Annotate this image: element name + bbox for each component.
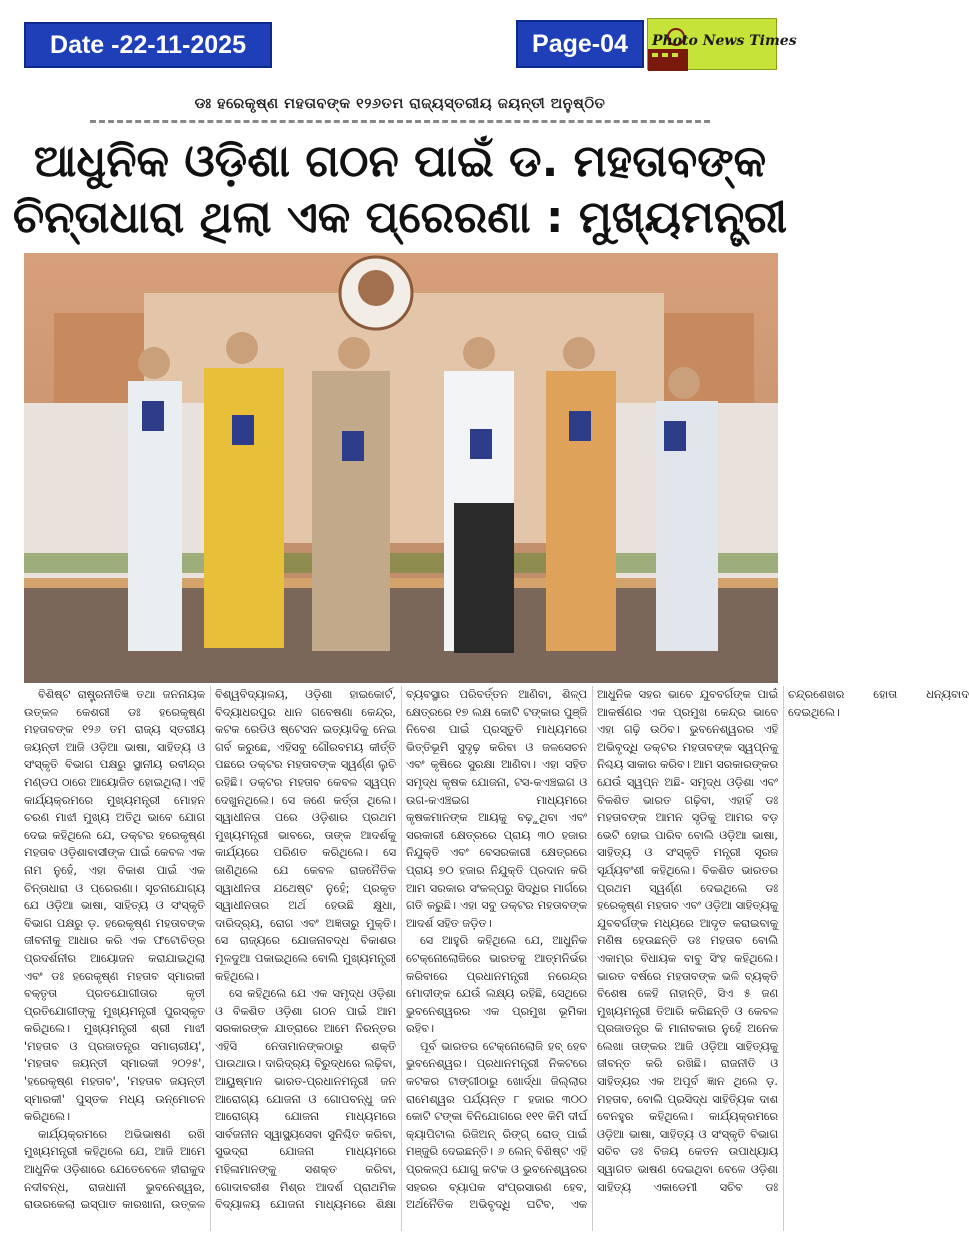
divider	[90, 120, 710, 123]
article-body	[24, 686, 969, 1231]
page-header	[0, 0, 800, 90]
article-paragraph: ସେ ଆହୁରି କହିଥିଲେ ଯେ, ଆଧୁନିକ ଟେକ୍ନୋଲୋଜିରେ ଭାରତକୁ ଆତ୍ମନିର୍ଭର କରିବାରେ ପ୍ରଧାନମନ୍ତ୍ରୀ ନରେନ୍ଦ୍ର ମୋଦୀଙ୍କ ଯେଉଁ ଲକ୍ଷ୍ୟ ରହିଛି, ସେଥିରେ ଭୁବନେଶ୍ୱରର ଏକ ପ୍ରମୁଖ ଭୂମିକା ରହିବ।	[406, 934, 587, 1036]
page-number-badge	[516, 20, 644, 68]
date-label: Date -22-11-2025	[50, 30, 246, 59]
article-paragraph: ପୂର୍ବ ଭାରତର ଟେକ୍ନୋଲୋଜି ହବ୍ ହେବ ଭୁବନେଶ୍ୱର। ପ୍ରଧାନମନ୍ତ୍ରୀ ନିକଟରେ କଟକର ଟାଙ୍ଗୀଠାରୁ ଖୋର୍ଦ୍ଧା ଜିଲ୍ଲାର ରାମେଶ୍ୱର ପର୍ଯ୍ୟନ୍ତ ୮ ହଜାର ୩୦୦ କୋଟି ଟଙ୍କା ବିନିଯୋଗରେ ୧୧୧ କିମି ଦୀର୍ଘ କ୍ୟାପିଟାଲ ରିଜିଅନ୍ ରିଙ୍ଗ୍ ରୋଡ୍ ପାଇଁ ମଞ୍ଜୁରି ଦେଇଛନ୍ତି। ୬ ଲେନ୍ ବିଶିଷ୍ଟ ଏହି ପ୍ରକଳ୍ପ ଯୋଗୁ କଟକ ଓ ଭୁବନେଶ୍ୱରର ସହରର ବ୍ୟାପକ ସଂପ୍ରସାରଣ ହେବ, ଅର୍ଥନୈତିକ ଅଭିବୃଦ୍ଧି ଘଟିବ, ଏକ ଆଧୁନିକ ସହର ଭାବେ ଯୁବବର୍ଗଙ୍କ ପାଇଁ ଆକର୍ଷଣର ଏକ ପ୍ରମୁଖ କେନ୍ଦ୍ର ଭାବେ ଏହା ଗଢ଼ି ଉଠିବ। ଭୁବନେଶ୍ୱରର ଏହି ଅଭିବୃଦ୍ଧି ଡକ୍ଟର ମହତାବଙ୍କ ସ୍ୱପ୍ନକୁ ନିଶ୍ଚୟ ସାକାର କରିବ। ଆମ ସରକାରଙ୍କର ଯେଉଁ ସ୍ୱପ୍ନ ଅଛି- ସମୃଦ୍ଧ ଓଡ଼ିଶା ଏବଂ ବିକଶିତ ଭାରତ ଗଢ଼ିବା, ଏହାହିଁ ଡଃ ମହତାବଙ୍କ ଆମନ ସୃଡିକୁ ଆମର ବଡ଼ ଭେଟି ହୋଇ ପାରିବ ବୋଲି ଓଡ଼ିଆ ଭାଷା, ସାହିତ୍ୟ ଓ ସଂସ୍କୃତି ମନ୍ତ୍ରୀ ସୂରଜ ସୂର୍ଯ୍ୟବଂଶୀ କହିଥିଲେ। ବିକଶିତ ଭାରତର ପ୍ରଥମ ସ୍ୱର୍ଣ୍ଣ ଦେଇଥିଲେ ଡଃ ହରେକୃଷ୍ଣ ମହତାବ ଏବଂ ଓଡ଼ିଆ ସାହିତ୍ୟକୁ ଯୁବବର୍ଗଙ୍କ ମଧ୍ୟରେ ଆଦୃତ କରାଇବାକୁ ମଣିଷ ହେଉଛନ୍ତି ଡଃ ମହତାବ ବୋଲି ଏକାମ୍ର ବିଧାୟକ ବାବୁ ସିଂହ କହିଥିଲେ। ଭାରତ ବର୍ଷରେ ମହତାବଙ୍କ ଭଳି ବ୍ୟକ୍ତି ବିଶେଷ କେହି ନାହାନ୍ତି, ସିଏ ୫ ଜଣ ମୁଖ୍ୟମନ୍ତ୍ରୀ ତିଆରି କରିଛନ୍ତି ଓ କେବଳ ପ୍ରଜାତନ୍ତ୍ର କି ମାନାବକାର ନୁହେଁ ଅନେକ ଲେଖା ତାଙ୍କର ଆଜି ଓଡ଼ିଆ ସାହିତ୍ୟକୁ ଜୀବନ୍ତ କରି ରଖିଛି। ରାଜନୀତି ଓ ସାହିତ୍ୟର ଏକ ଅପୂର୍ବ ଜ୍ଞାନ ଥିଲେ ଡ଼. ମହତାବ, ବୋଲି ପ୍ରସିଦ୍ଧ ସାହିତ୍ୟିକ ଦାଶ ବେନହୁର କହିଥିଲେ। କାର୍ଯ୍ୟକ୍ରମରେ ଓଡ଼ିଆ ଭାଷା, ସାହିତ୍ୟ ଓ ସଂସ୍କୃତି ବିଭାଗ ସଚିବ ଡଃ ବିଜୟ କେତନ ଉପାଧ୍ୟାୟ ସ୍ୱାଗତ ଭାଷଣ ଦେଇଥିବା ବେଳେ ଓଡ଼ିଶା ସାହିତ୍ୟ ଏକାଡେମୀ ସଚିବ ଡଃ ଚନ୍ଦ୍ରଶେଖର ହୋତା ଧନ୍ୟବାଦ ଦେଇଥିଲେ।	[406, 688, 969, 1212]
headline-line-2: ଚିନ୍ତାଧାରା ଥିଲା ଏକ ପ୍ରେରଣା : ମୁଖ୍ୟମନ୍ତ୍ରୀ	[12, 192, 788, 243]
sub-headline: ଡଃ ହରେକୃଷ୍ଣ ମହତାବଙ୍କ ୧୨୬ତମ ରାଜ୍ୟସ୍ତରୀୟ ଜୟନ୍ତୀ ଅନୁଷ୍ଠିତ	[194, 96, 606, 112]
article-paragraph: ବିଶିଷ୍ଟ ରାଷ୍ଟ୍ରନୀତିଜ୍ଞ ତଥା ଜନନାୟକ ଉତ୍କଳ କେଶରୀ ଡଃ ହରେକୃଷ୍ଣ ମହତାବଙ୍କ ୧୨୬ ତମ ରାଜ୍ୟ ସ୍ତରୀୟ ଜୟନ୍ତୀ ଆଜି ଓଡ଼ିଆ ଭାଷା, ସାହିତ୍ୟ ଓ ସଂସ୍କୃତି ବିଭାଗ ପକ୍ଷରୁ ସ୍ଥାନୀୟ ରବୀନ୍ଦ୍ର ମଣ୍ଡପ ଠାରେ ଆୟୋଜିତ ହୋଇଥିଲା। ଏହି କାର୍ଯ୍ୟକ୍ରମରେ ମୁଖ୍ୟମନ୍ତ୍ରୀ ମୋହନ ଚରଣ ମାଝୀ ମୁଖ୍ୟ ଅତିଥି ଭାବେ ଯୋଗ ଦେଇ କହିଥିଲେ ଯେ, ଡକ୍ଟର ହରେକୃଷ୍ଣ ମହତାବ ଓଡ଼ିଶାବାସୀଙ୍କ ପାଇଁ କେବଳ ଏକ ନାମ ନୁହେଁ, ଏହା ବିକାଶ ପାଇଁ ଏକ ଚିନ୍ତାଧାରା ଓ ପ୍ରେରଣା। ସୂଚନାଯୋଗ୍ୟ ଯେ ଓଡ଼ିଆ ଭାଷା, ସାହିତ୍ୟ ଓ ସଂସ୍କୃତି ବିଭାଗ ପକ୍ଷରୁ ଡ଼. ହରେକୃଷ୍ଣ ମହତାବଙ୍କ ଜୀବନୀକୁ ଆଧାର କରି ଏକ ଫଟୋଚିତ୍ର ପ୍ରଦର୍ଶନୀର ଆୟୋଜନ କରାଯାଇଥିଲା ଏବଂ ଡଃ ହରେକୃଷ୍ଣ ମହତାବ ସ୍ମାରକୀ ବକ୍ତୃତା ପ୍ରତଯୋଗୀତାର କୃତୀ ପ୍ରତିଯୋଗୀଙ୍କୁ ମୁଖ୍ୟମନ୍ତ୍ରୀ ପୁରସ୍କୃତ କରିଥିଲେ। ମୁଖ୍ୟମନ୍ତ୍ରୀ ଶ୍ରୀ ମାଝୀ 'ମହତାବ ଓ ପ୍ରଜାତନ୍ତ୍ର ସମାଚାରୀୟ', 'ମହତାବ ଜୟନ୍ତୀ ସ୍ମାରକୀ ୨୦୨୫', 'ହରେକୃଷ୍ଣ ମହତାବ', 'ମହତାବ ଜୟନ୍ତୀ ସ୍ମାରକୀ' ପୁସ୍ତକ ମଧ୍ୟ ଉନ୍ମୋଚନ କରିଥିଲେ।	[24, 688, 205, 1124]
article-paragraph: ସେ କହିଥିଲେ ଯେ ଏକ ସମୃଦ୍ଧ ଓଡ଼ିଶା ଓ ବିକଶିତ ଓଡ଼ିଶା ଗଠନ ପାଇଁ ଆମ ସରକାରଙ୍କ ଯାତ୍ରାରେ ଆମେ ନିରନ୍ତର ଏହିସି ନେତାମାନଙ୍କଠାରୁ ଶକ୍ତି ପାଉଥାଉ। ଦାରିଦ୍ର୍ୟ ବିରୁଦ୍ଧରେ ଲଢ଼ିବା, ଆୟୁଷ୍ମାନ ଭାରତ-ପ୍ରଧାନମନ୍ତ୍ରୀ ଜନ ଆରୋଗ୍ୟ ଯୋଜନା ଓ ଗୋପବନ୍ଧୁ ଜନ ଆରୋଗ୍ୟ ଯୋଜନା ମାଧ୍ୟମରେ ସାର୍ବଜନୀନ ସ୍ୱାସ୍ଥ୍ୟସେବା ସୁନିଶ୍ଚିତ କରିବା, ସୁଭଦ୍ରା ଯୋଜନା ମାଧ୍ୟମରେ ମହିଳାମାନଙ୍କୁ ସଶକ୍ତ କରିବା, ଗୋଦାବରୀଶ ମିଶ୍ର ଆଦର୍ଶ ପ୍ରାଥମିକ ବିଦ୍ୟାଳୟ ଯୋଜନା ମାଧ୍ୟମରେ ଶିକ୍ଷା ବ୍ୟବସ୍ଥାର ପରିବର୍ତ୍ତନ ଆଣିବା, ଶିଳ୍ପ କ୍ଷେତ୍ରରେ ୧୭ ଲକ୍ଷ କୋଟି ଟଙ୍କାର ପୁଞ୍ଜି ନିବେଶ ପାଇଁ ପ୍ରସ୍ତୁତି ମାଧ୍ୟମରେ ଭିତ୍ତିଭୂମି ସୁଦୃଢ଼ କରିବା ଓ ଜଳସେଚନ ଏବଂ କୃଷିରେ ସୁରକ୍ଷା ଆଣିବା। ଏହା ସହିତ ସମୃଦ୍ଧ କୃଷକ ଯୋଜନା, ଟସ-କଏଞ୍ଚଇଗ ଓ ଉଗ-କଏଞ୍ଚଇଗ ମାଧ୍ୟମରେ କୃଷକମାନଙ୍କ ଆୟକୁ ବଢ଼ୁଥିବା ଏବଂ ସରକାରୀ କ୍ଷେତ୍ରରେ ପ୍ରାୟ ୩୦ ହଜାର ନିଯୁକ୍ତି ଏବଂ ବେସରକାରୀ କ୍ଷେତ୍ରରେ ପ୍ରାୟ ୭୦ ହଜାର ନିଯୁକ୍ତି ପ୍ରଦାନ କରି ଆମ ସରକାର ସଂକଳ୍ପରୁ ସିଦ୍ଧିର ମାର୍ଗରେ ଗତି କରୁଛି। ଏହା ସବୁ ଡକ୍ଟର ମହତାବଙ୍କ ଆଦର୍ଶ ସହିତ ଜଡ଼ିତ।	[215, 688, 587, 1212]
page-label: Page-04	[532, 29, 628, 58]
headline-line-1: ଆଧୁନିକ ଓଡ଼ିଶା ଗଠନ ପାଇଁ ଡ. ମହତାବଙ୍କ	[33, 136, 767, 187]
event-photo	[24, 253, 778, 683]
logo-text: Photo News Times	[652, 33, 797, 49]
article-paragraph: କାର୍ଯ୍ୟକ୍ରମରେ ଅଭିଭାଷଣ ରଖି ମୁଖ୍ୟମନ୍ତ୍ରୀ କହିଥିଲେ ଯେ, ଆଜି ଆମେ ଆଧୁନିକ ଓଡ଼ିଶାରେ ଯେତେବେଳେ ହୀରାକୁଦ ନଦୀବନ୍ଧ, ରାଜଧାନୀ ଭୁବନେଶ୍ୱର, ରାଉରକେଲା ଇସ୍ପାତ କାରଖାନା, ଉତ୍କଳ ବିଶ୍ୱବିଦ୍ୟାଳୟ, ଓଡ଼ିଶା ହାଇକୋର୍ଟ, ବିଦ୍ୟାଧରପୁର ଧାନ ଗବେଷଣା କେନ୍ଦ୍ର, କଟକ ରେଡିଓ ଷ୍ଟେସନ ଇତ୍ୟାଦିକୁ ନେଇ ଗର୍ବ କରୁଛେ, ଏହିସବୁ ଗୌରବମୟ କୀର୍ତ୍ତି ପଛରେ ଡକ୍ଟର ମହତାବଙ୍କ ସ୍ୱର୍ଣ୍ଣ ଲୁଚି ରହିଛି। ଡକ୍ଟର ମହତାବ କେବଳ ସ୍ୱପ୍ନ ଦେଖୁନଥିଲେ। ସେ ଜଣେ କର୍ତ୍ତା ଥିଲେ। ସ୍ୱାଧୀନତା ପରେ ଓଡ଼ିଶାର ପ୍ରଥମ ମୁଖ୍ୟମନ୍ତ୍ରୀ ଭାବରେ, ତାଙ୍କ ଆଦର୍ଶକୁ କାର୍ଯ୍ୟରେ ପରିଣତ କରିଥିଲେ। ସେ ଜାଣିଥିଲେ ଯେ କେବଳ ରାଜନୈତିକ ସ୍ୱାଧୀନତା ଯଥେଷ୍ଟ ନୁହେଁ; ପ୍ରକୃତ ସ୍ୱାଧୀନତାର ଅର୍ଥ ହେଉଛି କ୍ଷୁଧା, ଦାରିଦ୍ର୍ୟ, ରୋଗ ଏବଂ ଅଜ୍ଞତାରୁ ମୁକ୍ତି। ସେ ରାଜ୍ୟରେ ଯୋଜନାବଦ୍ଧ ବିକାଶର ମୂଳଦୁଆ ପକାଇଥିଲେ ବୋଲି ମୁଖ୍ୟମନ୍ତ୍ରୀ କହିଥିଲେ।	[24, 688, 396, 1212]
date-badge	[24, 22, 272, 68]
dignitaries-releasing-books-illustration	[24, 253, 778, 683]
newspaper-logo	[647, 18, 797, 70]
headline	[0, 134, 800, 246]
